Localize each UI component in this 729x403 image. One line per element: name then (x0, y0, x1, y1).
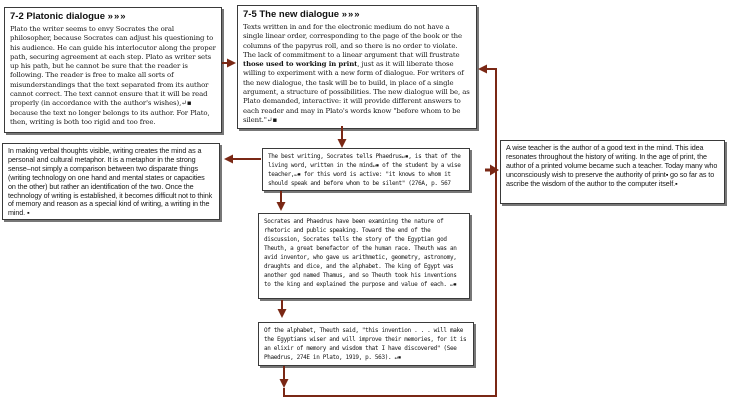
node-theuth-story[interactable] (258, 213, 470, 299)
node-body: Plato the writer seems to envy Socrates the oral philosopher, because Socrates can adjust his questioning to his audience. He can guide his interlocutor along the proper path, securing agreement at each step. Plato as writer sets up his path, but he cannot be sure that the reader is following. The reader is free to make all sorts of misunderstandings that the text separated from its author cannot correct. The text cannot ensure that it will be read properly (in accordance with the author's wishes),↵▪ because the text no longer belongs to its author. For Plato, then, writing is both too rigid and too free. (10, 25, 216, 126)
node-new-dialogue[interactable] (237, 5, 477, 129)
node-title (243, 9, 471, 20)
link-alphabet-down-arrow (280, 366, 289, 388)
node-body: The best writing, Socrates tells Phaedrus↵▪, is that of the living word, written in the mind↵▪ of the student by a wise teacher,↵▪ for this word is active: "it knows to whom it should speak and before whom to be silent" (276A, p. 567 (268, 153, 461, 187)
node-writing-metaphor[interactable] (2, 143, 220, 220)
title-link-marker-icon: »»» (107, 11, 127, 22)
title-link-marker-icon: »»» (341, 9, 361, 20)
body-bold-phrase: those used to working in print (243, 60, 358, 69)
link-new-dialogue-to-best-writing-arrow (338, 126, 347, 148)
node-body (243, 23, 471, 125)
node-best-writing[interactable] (262, 148, 470, 191)
node-body: In making verbal thoughts visible, writing creates the mind as a personal and cultural metaphor. It is a metaphor in the strong sense–not simply a comparison between two disparate things (writing technology on one hand and mental states or capacities on the other) but rather an identification of the two. Once the technology of writing is established, it becomes difficult not to think of memory and reason as a special kind of writing, a writing in the mind. ▪ (8, 146, 213, 218)
node-body: Socrates and Phaedrus have been examining the nature of rhetoric and public speaking. Toward the end of the discussion, Socrates tells the story of the Egyptian god Theuth, a great benefactor of the human race. Theuth was an avid inventor, who gave us arithmetic, geometry, astronomy, draughts and dice, and the alphabet. The king of Egypt was another god named Thamus, and so Theuth took his inventions to the king and explained the purpose and value of each. ↵▪ (264, 218, 457, 288)
link-best-writing-to-metaphor-arrow (224, 155, 261, 164)
link-theuth-to-alphabet-arrow (278, 300, 287, 318)
node-body: A wise teacher is the author of a good text in the mind. This idea resonates throughout the history of writing. In the age of print, the author of a printed volume became such a teacher. Today many who unconsciously wish to preserve the authority of print▪ go so far as to ascribe the wisdom of the author to the computer itself.▪ (506, 143, 718, 188)
node-platonic-dialogue[interactable] (4, 7, 222, 133)
body-text: Texts written in and for the electronic medium do not have a single linear order, corresponding to the page of the book or the columns of the papyrus roll, and so there is no order to violate. The lack of commitment to a linear argument that will frustrate (243, 23, 462, 59)
link-platonic-to-new-dialogue-arrow (222, 59, 236, 68)
link-loop-to-wise-teacher-arrow (485, 165, 499, 176)
node-wise-teacher[interactable] (500, 140, 725, 204)
body-text: , just as it will liberate those willing to experiment with a new form of dialogue. For writers of the new dialogue, the task will be to build, in place of a single argument, a structure of possibilities. The new dialogue will be, as Plato demanded, interactive: it will provide different answers to each reader and may in Plato's words know "before whom to be silent."↵▪ (243, 60, 470, 124)
node-title (10, 11, 216, 22)
node-body: Of the alphabet, Theuth said, "this invention . . . will make the Egyptians wiser and will improve their memories, for it is an elixir of memory and wisdom that I have discovered" (See Phaedrus, 274E in Plato, 1919, p. 563). ↵▪ (264, 327, 467, 361)
node-title-text: 7-2 Platonic dialogue (10, 11, 106, 22)
node-alphabet-quote[interactable] (258, 322, 474, 366)
link-best-writing-to-theuth-arrow (277, 191, 286, 211)
node-title-text: 7-5 The new dialogue (243, 9, 340, 20)
